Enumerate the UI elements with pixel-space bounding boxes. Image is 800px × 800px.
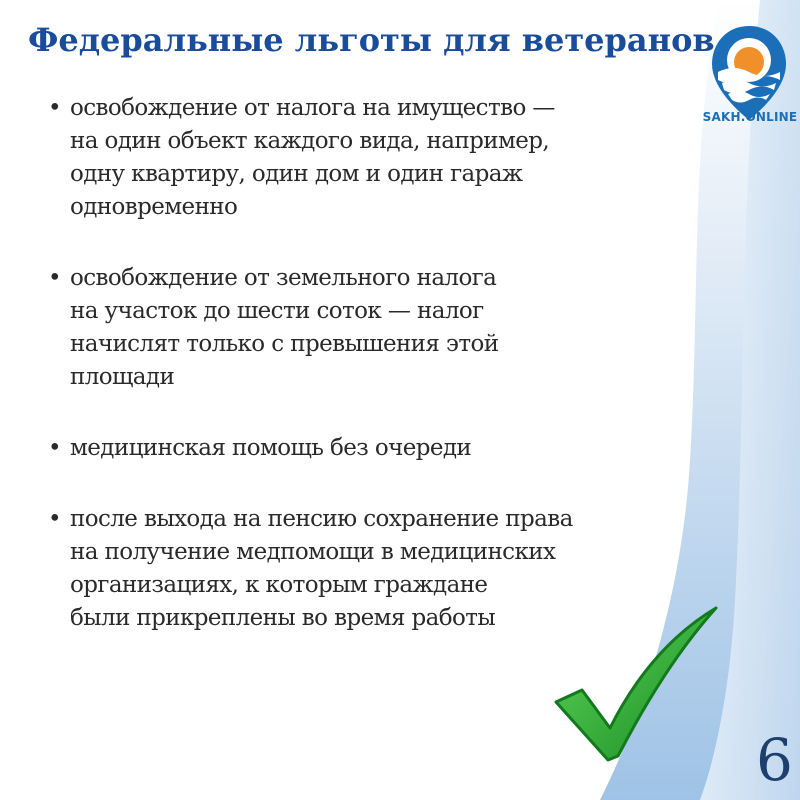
bullet-line: на получение медпомощи в медицинских xyxy=(70,539,556,565)
bullet-line: организациях, к которым граждане xyxy=(70,572,488,598)
list-item xyxy=(48,432,688,465)
green-checkmark-icon xyxy=(552,604,722,764)
bullet-line: на один объект каждого вида, например, xyxy=(70,128,550,154)
bullet-line: были прикреплены во время работы xyxy=(70,605,496,631)
bullet-line: • освобождение от налога на имущество — xyxy=(70,95,555,121)
logo-text: SAKH.ONLINE xyxy=(702,110,798,124)
page-title: Федеральные льготы для ветеранов xyxy=(28,21,715,59)
bullet-line: на участок до шести соток — налог xyxy=(70,298,484,324)
list-item xyxy=(48,92,688,224)
benefits-list xyxy=(48,92,688,673)
list-item xyxy=(48,262,688,394)
bullet-line: площади xyxy=(70,364,175,390)
bullet-line: начислят только с превышения этой xyxy=(70,331,499,357)
bullet-line: • медицинская помощь без очереди xyxy=(70,435,472,461)
bullet-line: одновременно xyxy=(70,194,238,220)
page-number: 6 xyxy=(756,726,793,794)
bullet-line: одну квартиру, один дом и один гараж xyxy=(70,161,523,187)
bullet-line: • после выхода на пенсию сохранение права xyxy=(70,506,573,532)
bullet-line: • освобождение от земельного налога xyxy=(70,265,497,291)
